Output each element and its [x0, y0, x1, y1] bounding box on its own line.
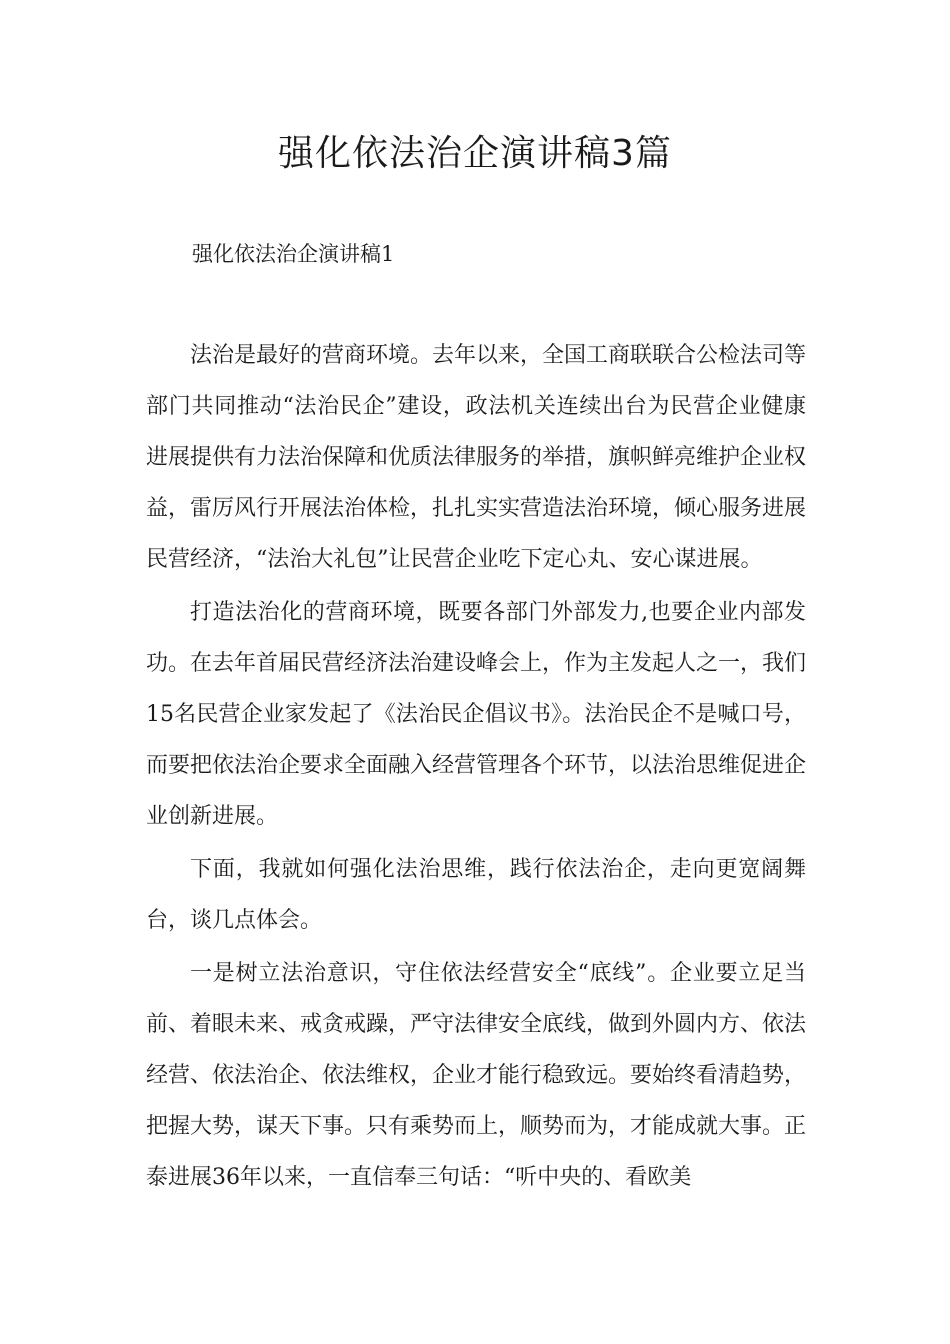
paragraph-2: 打造法治化的营商环境，既要各部门外部发力,也要企业内部发功。在去年首届民营经济法治建设峰会上，作为主发起人之一，我们15名民营企业家发起了《法治民企倡议书》。法治民企不是喊口号，而要把依法治企要求全面融入经营管理各个环节，以法治思维促进企业创新进展。 — [146, 600, 807, 829]
document-body — [146, 330, 806, 1205]
paragraph-1: 法治是最好的营商环境。去年以来，全国工商联联合公检法司等部门共同推动“法治民企”建设，政法机关连续出台为民营企业健康进展提供有力法治保障和优质法律服务的举措，旗帜鲜亮维护企业权益，雷厉风行开展法治体检，扎扎实实营造法治环境，倾心服务进展民营经济，“法治大礼包”让民营企业吃下定心丸、安心谋进展。 — [146, 343, 807, 572]
document-title: 强化依法治企演讲稿3篇 — [278, 133, 672, 174]
paragraph-4: 一是树立法治意识，守住依法经营安全“底线”。企业要立足当前、着眼未来、戒贪戒躁，严守法律安全底线，做到外圆内方、依法经营、依法治企、依法维权，企业才能行稳致远。要始终看清趋势，把握大势，谋天下事。只有乘势而上，顺势而为，才能成就大事。正泰进展36年以来，一直信奉三句话：“听中央的、看欧美 — [146, 961, 807, 1190]
section-subtitle: 强化依法治企演讲稿1 — [192, 242, 395, 266]
paragraph-3: 下面，我就如何强化法治思维，践行依法治企，走向更宽阔舞台，谈几点体会。 — [146, 857, 806, 933]
